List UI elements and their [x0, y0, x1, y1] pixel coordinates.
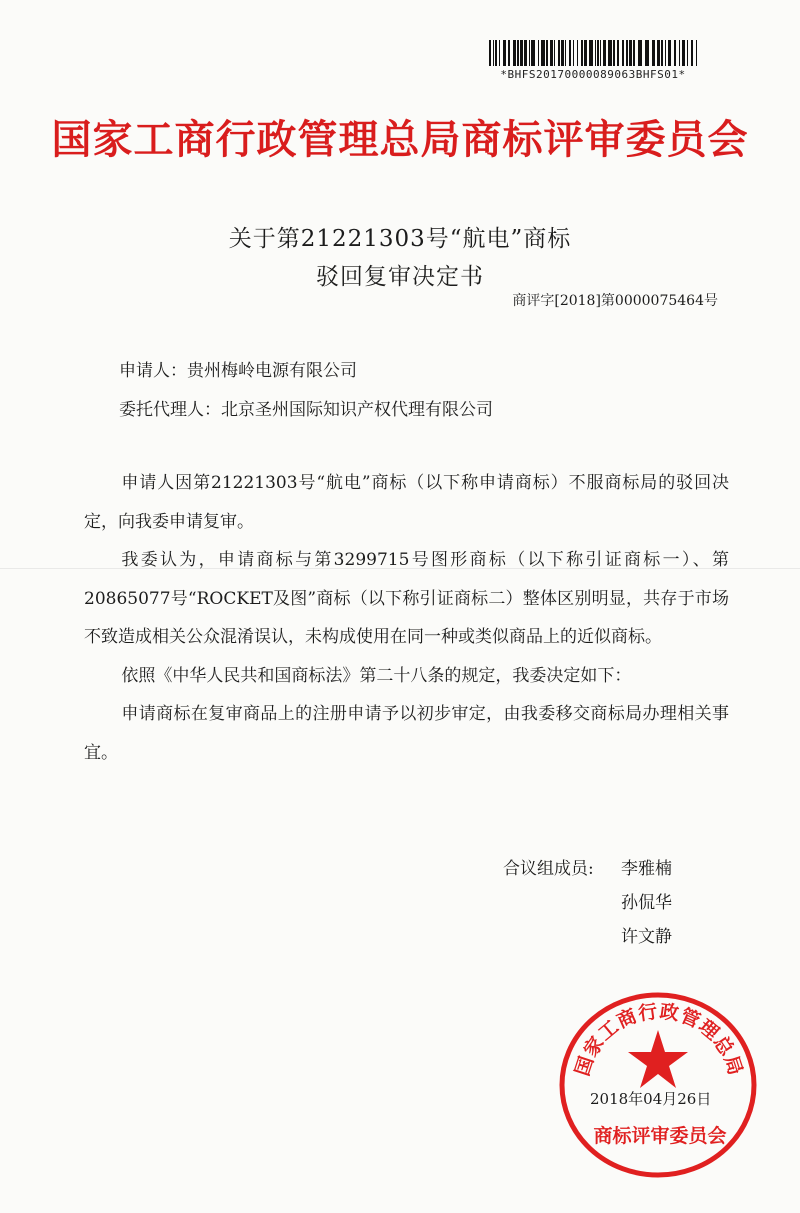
barcode-bar: [495, 40, 497, 66]
body-paragraph: 申请商标在复审商品上的注册申请予以初步审定，由我委移交商标局办理相关事宜。: [84, 704, 729, 763]
body-paragraph: 申请人因第21221303号“航电”商标（以下称申请商标）不服商标局的驳回决定，向我委申请复审。: [84, 473, 729, 532]
decision-body: [84, 464, 729, 772]
barcode-bar: [489, 40, 491, 66]
barcode-bar: [558, 40, 560, 66]
decision-date: 2018年04月26日: [590, 1090, 712, 1108]
official-seal: [558, 990, 758, 1180]
barcode-bar: [687, 40, 688, 66]
seal-bottom-text: 商标评审委员会: [593, 1125, 727, 1147]
barcode-bar: [584, 40, 587, 66]
barcode-bar: [499, 40, 500, 66]
barcode-bar: [517, 40, 519, 66]
barcode-bar: [629, 40, 632, 66]
barcode-bar: [520, 40, 523, 66]
body-paragraph: 依照《中华人民共和国商标法》第二十八条的规定，我委决定如下：: [121, 665, 632, 686]
barcode-bar: [665, 40, 666, 66]
barcode-bar: [508, 40, 510, 66]
barcode-bar: [554, 40, 555, 66]
barcode-bar: [613, 40, 615, 66]
panel-members: [503, 852, 672, 954]
barcode-bar: [529, 40, 530, 66]
barcode-bar: [696, 40, 697, 66]
barcode-bar: [626, 40, 628, 66]
barcode-bar: [513, 40, 516, 66]
barcode-bar: [600, 40, 601, 66]
panel-member-name: 孙侃华: [621, 893, 672, 913]
barcode-graphic: [489, 40, 697, 66]
agent-line: 委托代理人：北京圣州国际知识产权代理有限公司: [119, 400, 493, 420]
barcode-bar: [546, 40, 548, 66]
document-title-line-1: 关于第21221303号“航电”商标: [228, 226, 572, 252]
barcode-bar: [573, 40, 574, 66]
barcode-bar: [565, 40, 566, 66]
document-number: 商评字[2018]第0000075464号: [512, 293, 718, 309]
seal-top-text: 国家工商行政管理总局: [571, 1000, 747, 1079]
issuer-masthead: 国家工商行政管理总局商标评审委员会: [51, 117, 749, 163]
panel-member-name: 李雅楠: [621, 859, 672, 879]
barcode-bar: [657, 40, 660, 66]
barcode-bar: [668, 40, 671, 66]
barcode-bar: [645, 40, 649, 66]
barcode-bar: [541, 40, 545, 66]
panel-member-name: 许文静: [621, 927, 672, 947]
barcode-bar: [561, 40, 564, 66]
barcode-bar: [608, 40, 612, 66]
body-paragraph: 我委认为，申请商标与第3299715号图形商标（以下称引证商标一）、第20865077号“ROCKET及图”商标（以下称引证商标二）整体区别明显，共存于市场不致造成相关公众混淆误认，未构成使用在同一种或类似商品上的近似商标。: [84, 550, 729, 647]
barcode-bar: [503, 40, 506, 66]
star-icon: [628, 1030, 688, 1088]
barcode-bar: [622, 40, 624, 66]
barcode-bar: [652, 40, 655, 66]
barcode-bar: [589, 40, 593, 66]
barcode-bar: [595, 40, 596, 66]
barcode-bar: [633, 40, 635, 66]
barcode-bar: [577, 40, 578, 66]
barcode-bar: [661, 40, 663, 66]
barcode-bar: [538, 40, 539, 66]
barcode-bar: [682, 40, 685, 66]
barcode-bar: [493, 40, 494, 66]
applicant-line: 申请人：贵州梅岭电源有限公司: [119, 361, 357, 381]
barcode-bar: [524, 40, 527, 66]
barcode-bar: [550, 40, 553, 66]
panel-row-1: [503, 852, 672, 886]
barcode-bar: [581, 40, 583, 66]
barcode-bar: [691, 40, 693, 66]
barcode-bar: [617, 40, 619, 66]
barcode-bar: [531, 40, 535, 66]
panel-label: 合议组成员:: [503, 859, 594, 879]
barcode-bar: [674, 40, 676, 66]
barcode-bar: [569, 40, 571, 66]
barcode-text: *BHFS20170000089063BHFS01*: [500, 68, 686, 81]
document-title-line-2: 驳回复审决定书: [316, 264, 484, 290]
barcode-bar: [679, 40, 680, 66]
document-barcode: [478, 40, 708, 81]
barcode-bar: [597, 40, 599, 66]
barcode-bar: [638, 40, 642, 66]
barcode-bar: [603, 40, 606, 66]
